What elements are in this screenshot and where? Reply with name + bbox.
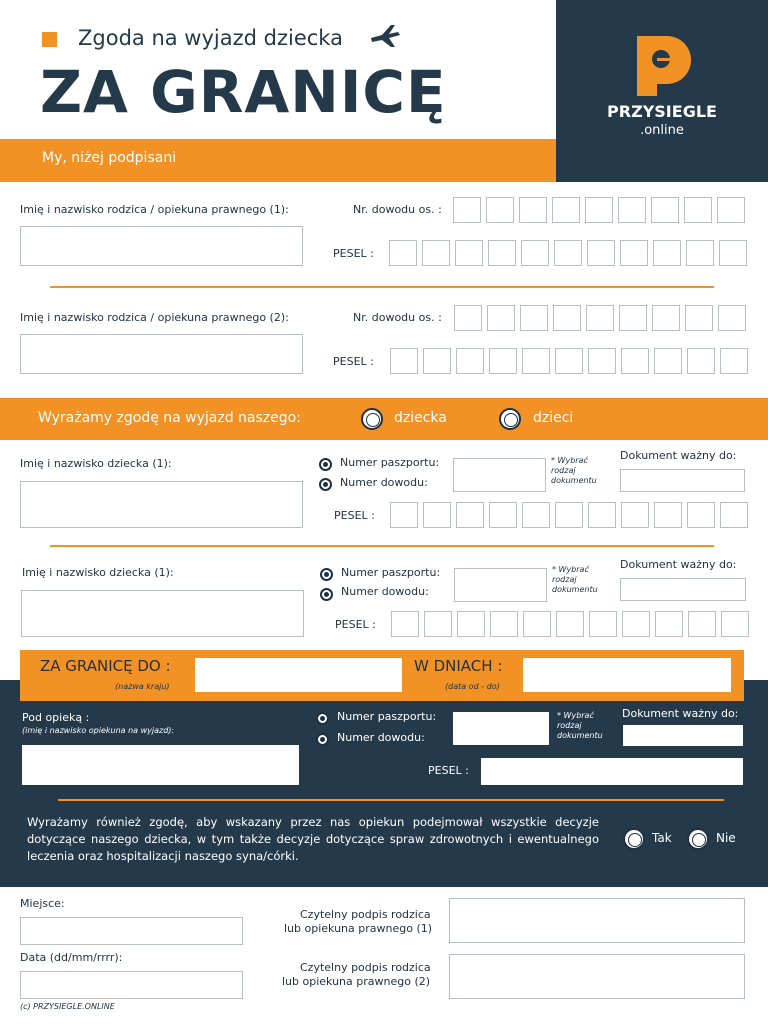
digit-cell[interactable] <box>523 611 551 637</box>
digit-cell[interactable] <box>589 611 617 637</box>
digit-cell[interactable] <box>653 240 681 266</box>
digit-cell[interactable] <box>554 240 582 266</box>
child-pesel-cells[interactable] <box>390 502 753 528</box>
digit-cell[interactable] <box>519 197 547 223</box>
passport-label: Numer paszportu: <box>340 456 440 469</box>
digit-cell[interactable] <box>391 611 419 637</box>
digit-cell[interactable] <box>654 348 682 374</box>
country-note: (nazwa kraju) <box>115 682 170 691</box>
guardian-section <box>0 701 768 796</box>
brand-name: PRZYSIEGLE <box>607 102 717 121</box>
idcard-radio[interactable] <box>319 478 332 491</box>
digit-cell[interactable] <box>684 197 712 223</box>
bullet-square-icon <box>42 32 57 47</box>
digit-cell[interactable] <box>585 197 613 223</box>
document-number-field[interactable] <box>454 568 547 602</box>
guardian-name-field[interactable] <box>22 745 299 785</box>
digit-cell[interactable] <box>489 502 517 528</box>
digit-cell[interactable] <box>686 240 714 266</box>
digit-cell[interactable] <box>719 240 747 266</box>
guardian-label: Pod opieką : <box>22 711 90 724</box>
parent-name-label: Imię i nazwisko rodzica / opiekuna prawnego (1): <box>20 203 289 216</box>
signature-section <box>0 887 768 1024</box>
child-option-label: dziecka <box>394 410 447 426</box>
consent-bar <box>0 398 768 440</box>
child-section-2 <box>0 550 768 650</box>
idcard-label: Numer dowodu: <box>340 476 428 489</box>
child-section-1 <box>0 440 768 540</box>
parent-pesel-label: PESEL : <box>333 247 374 260</box>
country-field[interactable] <box>195 658 402 692</box>
digit-cell[interactable] <box>489 348 517 374</box>
digit-cell[interactable] <box>552 197 580 223</box>
document-type-note: * Wybrać rodzaj dokumentu <box>551 456 597 485</box>
digit-cell[interactable] <box>486 197 514 223</box>
country-label: ZA GRANICĘ DO : <box>40 657 171 675</box>
child-radio[interactable] <box>361 408 383 430</box>
parent-id-cells[interactable] <box>454 305 751 331</box>
digit-cell[interactable] <box>556 611 584 637</box>
child-pesel-label: PESEL : <box>335 618 376 631</box>
signature2-field[interactable] <box>449 954 745 999</box>
document-valid-label: Dokument ważny do: <box>620 558 737 571</box>
document-valid-field[interactable] <box>623 725 743 746</box>
digit-cell[interactable] <box>687 502 715 528</box>
idcard-label: Numer dowodu: <box>341 585 429 598</box>
signature1-label-line1: Czytelny podpis rodzica <box>300 908 431 921</box>
digit-cell[interactable] <box>522 502 550 528</box>
children-radio[interactable] <box>499 408 521 430</box>
digit-cell[interactable] <box>553 305 581 331</box>
days-field[interactable] <box>523 658 731 692</box>
digit-cell[interactable] <box>685 305 713 331</box>
airplane-icon <box>368 22 402 50</box>
digit-cell[interactable] <box>390 502 418 528</box>
copyright: (c) PRZYSIEGLE.ONLINE <box>20 1002 115 1011</box>
digit-cell[interactable] <box>718 305 746 331</box>
digit-cell[interactable] <box>587 240 615 266</box>
digit-cell[interactable] <box>423 502 451 528</box>
digit-cell[interactable] <box>424 611 452 637</box>
digit-cell[interactable] <box>618 197 646 223</box>
date-label: Data (dd/mm/rrrr): <box>20 951 123 964</box>
digit-cell[interactable] <box>456 502 484 528</box>
digit-cell[interactable] <box>622 611 650 637</box>
digit-cell[interactable] <box>555 348 583 374</box>
digit-cell[interactable] <box>522 348 550 374</box>
document-valid-field[interactable] <box>620 578 746 601</box>
digit-cell[interactable] <box>457 611 485 637</box>
idcard-radio[interactable] <box>316 733 329 746</box>
digit-cell[interactable] <box>456 348 484 374</box>
digit-cell[interactable] <box>588 502 616 528</box>
medical-no-radio[interactable] <box>687 828 709 850</box>
place-field[interactable] <box>20 917 243 945</box>
digit-cell[interactable] <box>654 502 682 528</box>
document-type-note: * Wybrać rodzaj dokumentu <box>557 711 603 740</box>
parent-name-field[interactable] <box>20 334 303 374</box>
form-title: ZA GRANICĘ <box>40 58 447 126</box>
digit-cell[interactable] <box>555 502 583 528</box>
idcard-radio[interactable] <box>320 588 333 601</box>
digit-cell[interactable] <box>455 240 483 266</box>
form-subtitle: Zgoda na wyjazd dziecka <box>78 26 343 50</box>
digit-cell[interactable] <box>652 305 680 331</box>
digit-cell[interactable] <box>688 611 716 637</box>
digit-cell[interactable] <box>619 305 647 331</box>
signature1-label-line2: lub opiekuna prawnego (1) <box>284 922 433 935</box>
przysiegle-logo-icon <box>631 30 697 96</box>
digit-cell[interactable] <box>389 240 417 266</box>
children-option-label: dzieci <box>533 410 574 426</box>
parent-id-cells[interactable] <box>453 197 750 223</box>
parent-id-label: Nr. dowodu os. : <box>353 311 442 324</box>
parent-section-2 <box>0 298 768 398</box>
consent-text: Wyrażamy zgodę na wyjazd naszego: <box>38 410 301 426</box>
child-pesel-label: PESEL : <box>334 509 375 522</box>
medical-consent-text: Wyrażamy również zgodę, aby wskazany przez nas opiekun podejmował wszystkie decyzje dotyczące naszego dziecka, w tym także decyzje dotyczące spraw zdrowotnych i ewentualnego leczenia oraz hospitalizacji naszego syna/córki. <box>27 815 599 863</box>
digit-cell[interactable] <box>390 348 418 374</box>
digit-cell[interactable] <box>620 240 648 266</box>
digit-cell[interactable] <box>487 305 515 331</box>
divider <box>58 799 724 801</box>
brand-panel <box>556 0 768 182</box>
parent-name-field[interactable] <box>20 226 303 266</box>
digit-cell[interactable] <box>651 197 679 223</box>
parent-pesel-cells[interactable] <box>390 348 753 374</box>
medical-no-label: Nie <box>716 831 736 845</box>
passport-radio[interactable] <box>320 568 333 581</box>
digit-cell[interactable] <box>717 197 745 223</box>
digit-cell[interactable] <box>687 348 715 374</box>
digit-cell[interactable] <box>586 305 614 331</box>
document-type-note: * Wybrać rodzaj dokumentu <box>552 565 598 594</box>
document-number-field[interactable] <box>453 712 549 745</box>
child-pesel-cells[interactable] <box>391 611 754 637</box>
digit-cell[interactable] <box>720 348 748 374</box>
child-name-field[interactable] <box>21 590 304 637</box>
document-number-field[interactable] <box>453 458 546 492</box>
intro-bar <box>0 139 556 182</box>
child-name-field[interactable] <box>20 481 303 528</box>
header <box>0 0 768 182</box>
digit-cell[interactable] <box>422 240 450 266</box>
digit-cell[interactable] <box>588 348 616 374</box>
guardian-pesel-label: PESEL : <box>428 764 469 777</box>
digit-cell[interactable] <box>621 502 649 528</box>
digit-cell[interactable] <box>721 611 749 637</box>
parent-pesel-label: PESEL : <box>333 355 374 368</box>
days-label: W DNIACH : <box>414 657 503 675</box>
digit-cell[interactable] <box>490 611 518 637</box>
document-valid-label: Dokument ważny do: <box>620 449 737 462</box>
date-field[interactable] <box>20 971 243 999</box>
passport-radio[interactable] <box>316 712 329 725</box>
trip-bar <box>20 650 744 701</box>
divider <box>50 286 714 288</box>
signature2-label-line2: lub opiekuna prawnego (2) <box>282 975 431 988</box>
digit-cell[interactable] <box>454 305 482 331</box>
passport-label: Numer paszportu: <box>337 710 437 723</box>
passport-label: Numer paszportu: <box>341 566 441 579</box>
document-valid-label: Dokument ważny do: <box>622 707 739 720</box>
intro-text: My, niżej podpisani <box>42 150 177 166</box>
passport-radio[interactable] <box>319 458 332 471</box>
digit-cell[interactable] <box>655 611 683 637</box>
medical-yes-radio[interactable] <box>623 828 645 850</box>
parent-pesel-cells[interactable] <box>389 240 752 266</box>
idcard-label: Numer dowodu: <box>337 731 425 744</box>
digit-cell[interactable] <box>488 240 516 266</box>
digit-cell[interactable] <box>453 197 481 223</box>
guardian-pesel-field[interactable] <box>481 758 743 785</box>
guardian-note: (imię i nazwisko opiekuna na wyjazd): <box>22 726 175 735</box>
signature1-field[interactable] <box>449 898 745 943</box>
divider <box>50 545 714 547</box>
parent-name-label: Imię i nazwisko rodzica / opiekuna prawnego (2): <box>20 311 289 324</box>
digit-cell[interactable] <box>521 240 549 266</box>
parent-id-label: Nr. dowodu os. : <box>353 203 442 216</box>
digit-cell[interactable] <box>423 348 451 374</box>
digit-cell[interactable] <box>621 348 649 374</box>
parent-section-1 <box>0 190 768 290</box>
days-note: (data od - do) <box>445 682 500 691</box>
digit-cell[interactable] <box>720 502 748 528</box>
digit-cell[interactable] <box>520 305 548 331</box>
signature2-label-line1: Czytelny podpis rodzica <box>300 961 431 974</box>
medical-yes-label: Tak <box>652 831 672 845</box>
child-name-label: Imię i nazwisko dziecka (1): <box>22 566 174 579</box>
child-name-label: Imię i nazwisko dziecka (1): <box>20 457 172 470</box>
document-valid-field[interactable] <box>620 469 745 492</box>
place-label: Miejsce: <box>20 897 65 910</box>
brand-domain: .online <box>640 123 684 138</box>
